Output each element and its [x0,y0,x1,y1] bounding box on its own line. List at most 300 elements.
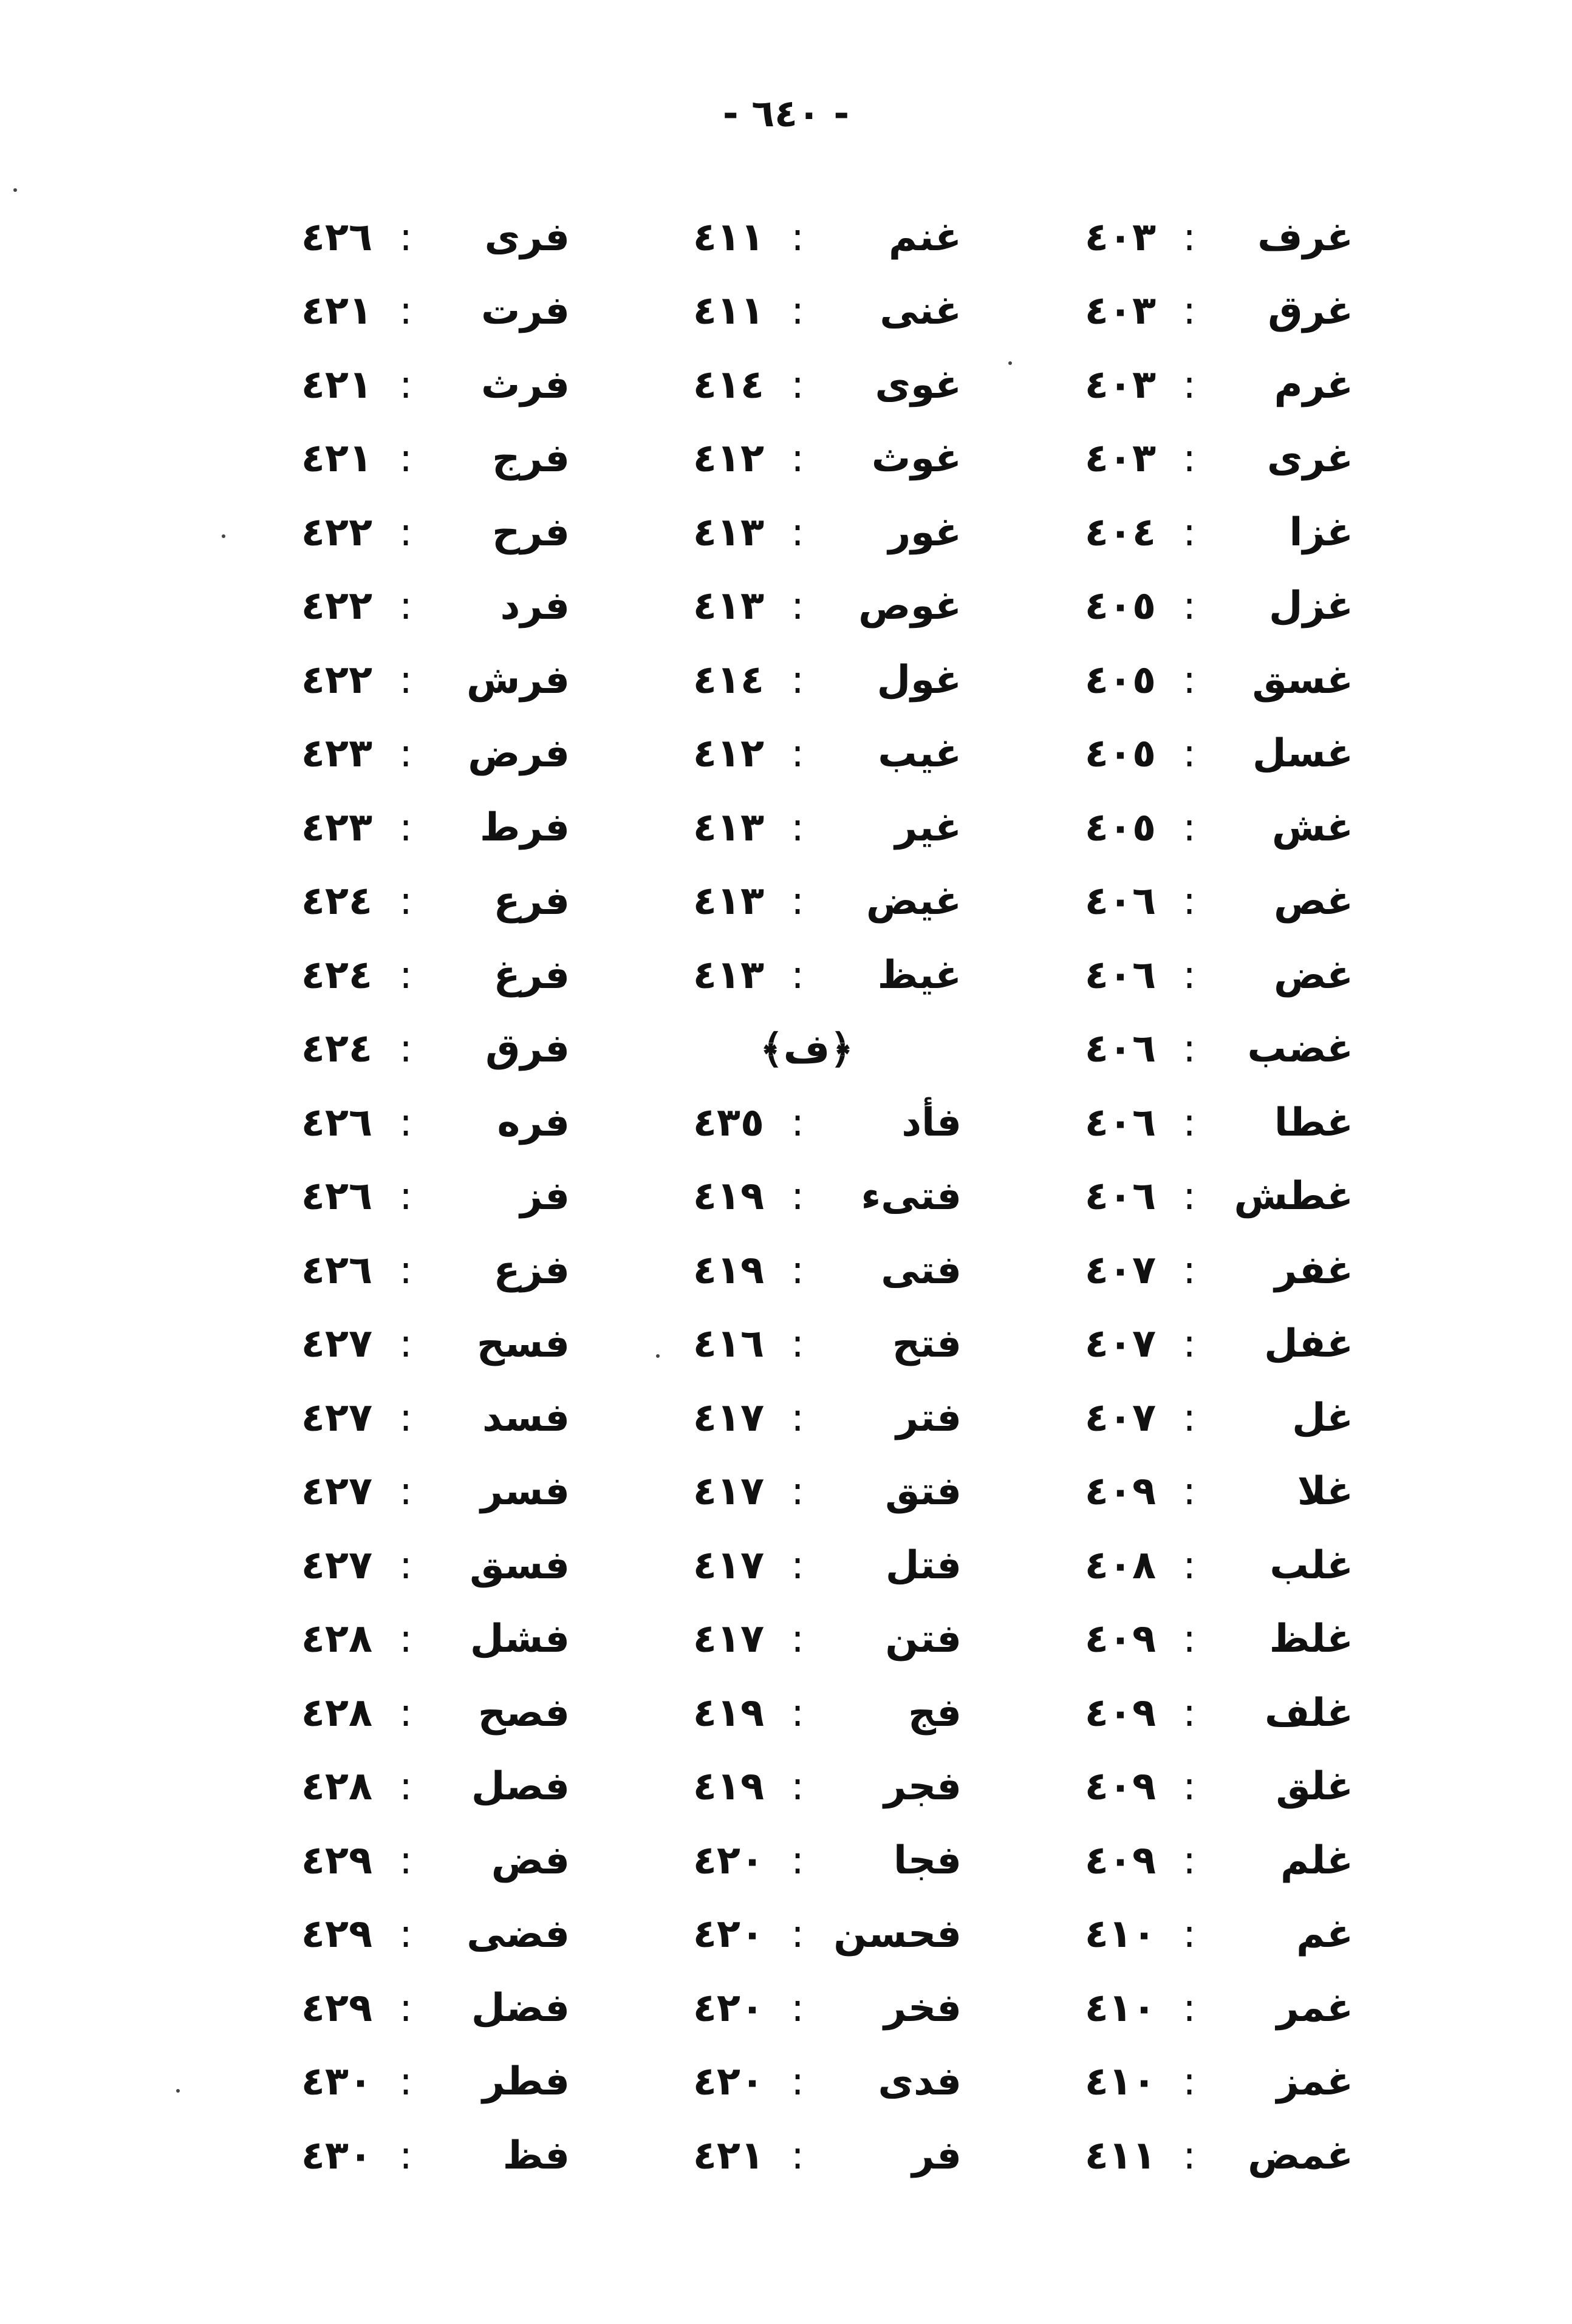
index-entry [603,643,962,717]
index-entry [995,1824,1353,1898]
entry-page-number: ٤٢٢ [301,584,372,629]
scan-speck [13,188,17,192]
entry-separator: : [791,1247,804,1293]
entry-separator: : [399,436,412,482]
entry-root-word: فرد [500,584,570,629]
entry-separator: : [1183,1912,1196,1957]
index-column-right [995,200,1353,2193]
entry-root-word: فتن [885,1617,962,1662]
entry-separator: : [791,1617,804,1662]
index-entry [603,865,962,939]
entry-page-number: ٤١٠ [1084,2059,1156,2105]
entry-page-number: ٤٠٧ [1084,1395,1156,1440]
entry-root-word: غور [888,509,962,555]
entry-page-number: ٤٢٤ [301,952,372,998]
index-entry [211,1824,570,1898]
scan-speck [656,1354,660,1358]
entry-page-number: ٤١٢ [692,731,764,777]
entry-root-word: فخر [884,1985,962,2031]
entry-page-number: ٤٠٣ [1084,362,1156,407]
entry-page-number: ٤٢٧ [301,1321,372,1367]
word-index-table [211,200,1353,2193]
entry-separator: : [1183,952,1196,998]
entry-root-word: فرت [480,288,570,334]
entry-separator: : [791,214,804,260]
entry-page-number: ٤٢٩ [301,1985,372,2031]
entry-page-number: ٤٣٠ [301,2059,372,2105]
entry-root-word: غسق [1252,657,1353,703]
entry-root-word: فزع [493,1247,570,1293]
entry-page-number: ٤١٤ [692,657,764,703]
entry-page-number: ٤٢٨ [301,1617,372,1662]
entry-page-number: ٤٢٠ [692,1912,764,1957]
index-entry [603,2045,962,2119]
index-entry [603,1160,962,1234]
entry-separator: : [399,1542,412,1588]
entry-root-word: فسد [482,1395,570,1440]
scan-speck [1008,361,1012,365]
entry-root-word: غيض [866,879,962,924]
index-entry [995,938,1353,1012]
entry-page-number: ٤٢٨ [301,1764,372,1810]
scan-speck [176,2089,180,2093]
entry-separator: : [791,2133,804,2178]
entry-page-number: ٤٠٩ [1084,1764,1156,1810]
index-entry [211,1381,570,1455]
entry-page-number: ٤١٠ [1084,1912,1156,1957]
entry-root-word: غرى [1266,436,1353,482]
entry-page-number: ٤٢٨ [301,1690,372,1736]
entry-root-word: فحسن [833,1912,962,1957]
entry-separator: : [1183,1542,1196,1588]
entry-root-word: غرق [1268,288,1353,334]
index-entry [995,717,1353,791]
entry-root-word: غرف [1257,214,1353,260]
entry-root-word: فسق [470,1542,570,1588]
entry-page-number: ٤١٩ [692,1764,764,1810]
entry-page-number: ٤٢٧ [301,1395,372,1440]
index-entry [603,1971,962,2045]
index-entry [995,643,1353,717]
entry-separator: : [1183,805,1196,850]
section-heading: ﴿ف﴾ [760,1025,854,1072]
index-entry [995,422,1353,496]
entry-page-number: ٤٢٤ [301,879,372,924]
index-entry [603,1676,962,1750]
entry-page-number: ٤٢١ [301,362,372,407]
entry-page-number: ٤١٤ [692,362,764,407]
entry-separator: : [1183,1838,1196,1883]
index-entry [995,1307,1353,1382]
entry-root-word: غسل [1252,731,1353,777]
entry-separator: : [1183,1690,1196,1736]
index-entry [995,1086,1353,1160]
index-entry [995,1750,1353,1824]
entry-separator: : [399,584,412,629]
entry-separator: : [399,879,412,924]
index-entry [995,1455,1353,1529]
entry-separator: : [791,288,804,334]
entry-page-number: ٤١٢ [692,436,764,482]
index-entry [211,348,570,422]
entry-root-word: غوى [875,362,962,407]
index-entry [603,791,962,865]
index-entry [211,200,570,274]
index-entry [995,348,1353,422]
entry-separator: : [791,1395,804,1440]
index-entry [603,1455,962,1529]
index-entry [211,1603,570,1677]
entry-separator: : [1183,1617,1196,1662]
entry-separator: : [1183,1321,1196,1367]
index-entry [603,496,962,570]
entry-separator: : [791,1912,804,1957]
entry-root-word: فرط [479,805,570,850]
entry-root-word: فضل [471,1985,570,2031]
entry-root-word: فسر [480,1469,570,1515]
entry-page-number: ٤٠٣ [1084,288,1156,334]
entry-root-word: غوث [871,436,962,482]
entry-root-word: غمر [1276,1985,1353,2031]
entry-root-word: غلب [1270,1542,1353,1588]
index-entry [603,717,962,791]
index-entry [995,274,1353,349]
entry-page-number: ٤٠٣ [1084,214,1156,260]
entry-root-word: فتل [885,1542,962,1588]
index-entry [211,938,570,1012]
entry-page-number: ٤١٦ [692,1321,764,1367]
entry-root-word: فظ [502,2133,570,2178]
page-number: - ٦٤٠ - [722,91,850,135]
entry-page-number: ٤١١ [692,214,764,260]
entry-separator: : [399,1026,412,1072]
index-entry [603,200,962,274]
entry-root-word: غل [1292,1395,1353,1440]
entry-page-number: ٤١٣ [692,805,764,850]
entry-page-number: ٤٢٠ [692,2059,764,2105]
entry-page-number: ٤١٣ [692,584,764,629]
index-entry [603,1307,962,1382]
index-entry [995,1528,1353,1603]
entry-page-number: ٤٢٣ [301,731,372,777]
entry-root-word: فرج [492,436,570,482]
entry-page-number: ٤١٣ [692,952,764,998]
index-entry [211,1528,570,1603]
entry-root-word: غضب [1247,1026,1353,1072]
entry-separator: : [1183,362,1196,407]
entry-separator: : [399,1764,412,1810]
entry-root-word: فج [907,1690,962,1736]
entry-separator: : [1183,1174,1196,1219]
entry-separator: : [791,1690,804,1736]
index-entry [603,570,962,644]
entry-separator: : [399,1690,412,1736]
entry-page-number: ٤٠٥ [1084,584,1156,629]
index-entry [995,1381,1353,1455]
entry-separator: : [791,1838,804,1883]
index-entry [995,1012,1353,1086]
entry-separator: : [399,1985,412,2031]
index-entry [211,570,570,644]
entry-page-number: ٤٣٥ [692,1100,764,1145]
index-entry [211,2119,570,2193]
entry-root-word: فر [912,2133,962,2178]
entry-separator: : [399,1912,412,1957]
index-entry [603,274,962,349]
entry-separator: : [1183,879,1196,924]
entry-page-number: ٤٠٦ [1084,952,1156,998]
index-entry [211,1971,570,2045]
entry-root-word: غمض [1248,2133,1353,2178]
entry-page-number: ٤٢٠ [692,1985,764,2031]
index-entry [995,1676,1353,1750]
entry-page-number: ٤١٩ [692,1247,764,1293]
entry-root-word: غول [877,657,962,703]
entry-separator: : [1183,1469,1196,1515]
index-entry [211,2045,570,2119]
index-entry [603,422,962,496]
entry-root-word: فأد [901,1100,962,1145]
index-entry [995,1160,1353,1234]
entry-root-word: فجر [884,1764,962,1810]
entry-separator: : [1183,1026,1196,1072]
entry-root-word: فرع [493,879,570,924]
index-entry [211,791,570,865]
entry-root-word: غفر [1274,1247,1353,1293]
scan-speck [222,534,225,538]
index-entry [995,865,1353,939]
entry-page-number: ٤٢٣ [301,805,372,850]
index-entry [995,496,1353,570]
entry-separator: : [1183,214,1196,260]
index-entry [995,1971,1353,2045]
entry-page-number: ٤٢١ [301,436,372,482]
entry-separator: : [1183,1764,1196,1810]
index-entry [603,2119,962,2193]
entry-separator: : [791,1100,804,1145]
index-entry [995,1603,1353,1677]
entry-root-word: فضى [466,1912,570,1957]
entry-page-number: ٤٢٦ [301,1174,372,1219]
entry-separator: : [399,1395,412,1440]
index-entry [995,570,1353,644]
entry-separator: : [1183,1247,1196,1293]
entry-page-number: ٤١٧ [692,1542,764,1588]
entry-root-word: فصل [471,1764,570,1810]
entry-root-word: فرغ [493,952,570,998]
entry-page-number: ٤١١ [692,288,764,334]
entry-separator: : [399,214,412,260]
entry-root-word: غزل [1268,584,1353,629]
index-entry [603,938,962,1012]
entry-separator: : [399,731,412,777]
entry-root-word: فرش [466,657,570,703]
entry-separator: : [1183,731,1196,777]
entry-separator: : [399,657,412,703]
entry-root-word: فتق [885,1469,962,1515]
entry-page-number: ٤٢٧ [301,1469,372,1515]
entry-separator: : [791,1469,804,1515]
index-entry [211,1012,570,1086]
entry-separator: : [399,362,412,407]
entry-separator: : [1183,509,1196,555]
entry-root-word: فره [497,1100,570,1145]
entry-separator: : [399,952,412,998]
entry-separator: : [791,1321,804,1367]
entry-root-word: غفل [1264,1321,1353,1367]
entry-root-word: غلا [1297,1469,1353,1515]
entry-separator: : [1183,2133,1196,2178]
entry-page-number: ٤١١ [1084,2133,1156,2178]
entry-root-word: فرق [485,1026,570,1072]
entry-root-word: فرى [484,214,570,260]
entry-page-number: ٤١٠ [1084,1985,1156,2031]
entry-page-number: ٤٢٠ [692,1838,764,1883]
entry-separator: : [1183,288,1196,334]
entry-root-word: فصح [477,1690,570,1736]
entry-root-word: فجا [893,1838,962,1883]
entry-page-number: ٤٠٥ [1084,657,1156,703]
entry-separator: : [1183,436,1196,482]
entry-separator: : [791,362,804,407]
entry-page-number: ٤١٧ [692,1469,764,1515]
index-entry [995,1233,1353,1307]
index-entry [211,1160,570,1234]
entry-separator: : [791,1985,804,2031]
index-entry [995,200,1353,274]
index-entry [211,1898,570,1972]
entry-page-number: ٤٢٦ [301,1247,372,1293]
index-entry [995,791,1353,865]
entry-separator: : [791,1764,804,1810]
entry-separator: : [1183,1395,1196,1440]
entry-separator: : [791,657,804,703]
entry-separator: : [791,952,804,998]
entry-page-number: ٤٠٩ [1084,1617,1156,1662]
entry-page-number: ٤٢٦ [301,1100,372,1145]
entry-separator: : [399,805,412,850]
entry-root-word: غض [1273,952,1353,998]
entry-page-number: ٤٠٥ [1084,731,1156,777]
index-entry [603,1086,962,1160]
entry-root-word: غوص [858,584,962,629]
entry-page-number: ٤٠٧ [1084,1321,1156,1367]
entry-separator: : [1183,584,1196,629]
entry-separator: : [1183,657,1196,703]
entry-root-word: غلف [1264,1690,1353,1736]
entry-page-number: ٤٠٧ [1084,1247,1156,1293]
entry-root-word: غطش [1234,1174,1353,1219]
entry-separator: : [399,1469,412,1515]
entry-page-number: ٤٠٦ [1084,1026,1156,1072]
entry-root-word: غير [895,805,962,850]
entry-root-word: فرض [468,731,570,777]
entry-separator: : [791,1542,804,1588]
entry-separator: : [399,2059,412,2105]
index-entry [603,1603,962,1677]
entry-page-number: ٤٠٩ [1084,1469,1156,1515]
index-entry [603,1898,962,1972]
entry-separator: : [1183,2059,1196,2105]
entry-page-number: ٤٢٦ [301,214,372,260]
entry-page-number: ٤٠٦ [1084,1100,1156,1145]
entry-root-word: غلظ [1269,1617,1353,1662]
entry-separator: : [399,1247,412,1293]
entry-separator: : [399,1174,412,1219]
index-column-middle [603,200,962,2193]
entry-root-word: غرم [1274,362,1353,407]
entry-separator: : [399,509,412,555]
entry-page-number: ٤٢٢ [301,657,372,703]
index-entry [995,2045,1353,2119]
entry-root-word: فتى [881,1247,962,1293]
index-entry [211,1455,570,1529]
index-entry [995,1898,1353,1972]
entry-page-number: ٤١٧ [692,1617,764,1662]
entry-separator: : [399,2133,412,2178]
entry-page-number: ٤٢٤ [301,1026,372,1072]
entry-root-word: فتح [892,1321,962,1367]
entry-separator: : [791,509,804,555]
entry-root-word: فز [520,1174,570,1219]
entry-page-number: ٤٠٩ [1084,1690,1156,1736]
entry-page-number: ٤٠٦ [1084,879,1156,924]
entry-root-word: غش [1271,805,1353,850]
entry-page-number: ٤٣٠ [301,2133,372,2178]
entry-root-word: فتىء [861,1174,962,1219]
index-entry [603,1750,962,1824]
entry-page-number: ٤١٣ [692,879,764,924]
entry-page-number: ٤٠٤ [1084,509,1156,555]
entry-root-word: غنم [888,214,962,260]
entry-separator: : [791,2059,804,2105]
entry-page-number: ٤٢١ [692,2133,764,2178]
entry-separator: : [791,1174,804,1219]
entry-separator: : [399,288,412,334]
entry-page-number: ٤٠٦ [1084,1174,1156,1219]
index-entry [211,274,570,349]
entry-page-number: ٤١٣ [692,509,764,555]
entry-root-word: غلم [1280,1838,1353,1883]
entry-separator: : [791,731,804,777]
index-entry [211,496,570,570]
index-entry [211,717,570,791]
index-entry [211,1307,570,1382]
entry-separator: : [791,879,804,924]
entry-root-word: غيب [878,731,962,777]
entry-page-number: ٤٢٩ [301,1838,372,1883]
entry-page-number: ٤٢٧ [301,1542,372,1588]
entry-page-number: ٤١٩ [692,1174,764,1219]
entry-page-number: ٤٠٥ [1084,805,1156,850]
entry-root-word: فض [491,1838,570,1883]
entry-separator: : [791,584,804,629]
index-entry [211,1086,570,1160]
entry-page-number: ٤٠٣ [1084,436,1156,482]
entry-separator: : [791,805,804,850]
index-entry [211,1676,570,1750]
index-entry [603,1824,962,1898]
index-entry [211,865,570,939]
entry-root-word: غزا [1289,509,1353,555]
index-entry [603,1528,962,1603]
entry-root-word: فرث [480,362,570,407]
entry-separator: : [399,1100,412,1145]
entry-page-number: ٤١٧ [692,1395,764,1440]
entry-root-word: فطر [482,2059,570,2105]
entry-separator: : [1183,1985,1196,2031]
entry-root-word: غص [1273,879,1353,924]
